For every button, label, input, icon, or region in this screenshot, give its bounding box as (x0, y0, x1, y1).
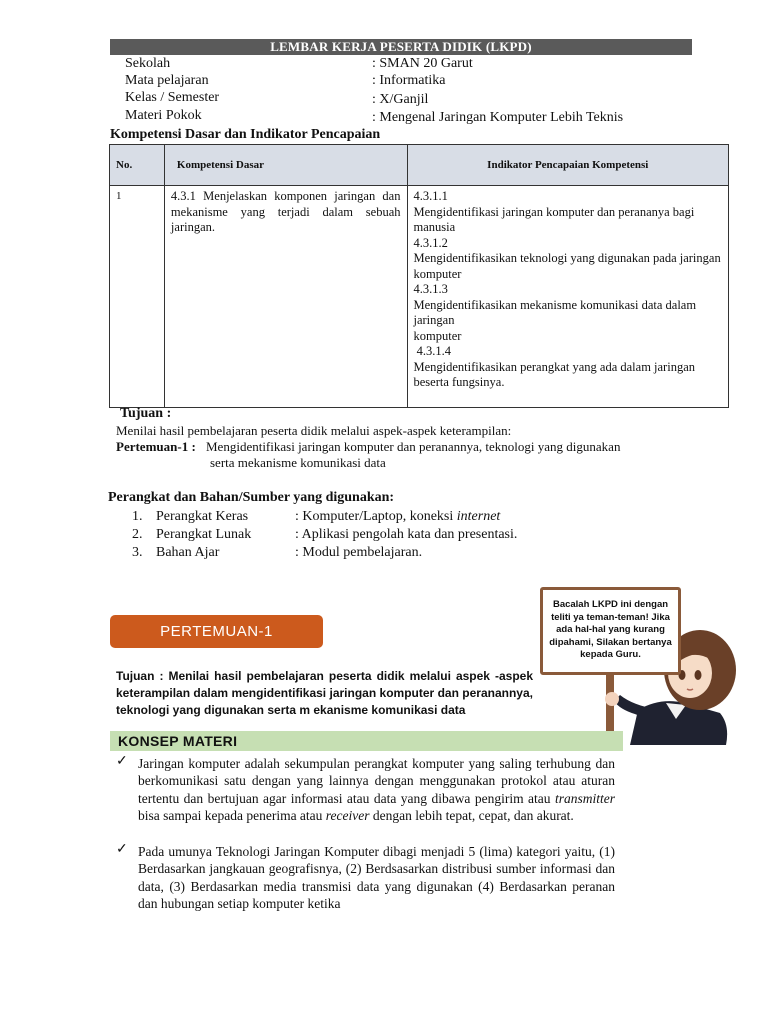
tujuan-heading: Tujuan : (120, 406, 172, 421)
indicator-line: Mengidentifikasikan teknologi yang digunakan pada jaringan komputer (413, 251, 721, 281)
resource-name: Bahan Ajar (156, 545, 220, 560)
indicator-line: Mengidentifikasi jaringan komputer dan perananya bagi manusia (413, 204, 695, 234)
hand-shape (605, 692, 619, 706)
identity-value-kelas: : X/Ganjil (372, 92, 429, 107)
perangkat-heading: Perangkat dan Bahan/Sumber yang digunakan: (108, 490, 395, 505)
table-cell-kd: 4.3.1 Menjelaskan komponen jaringan dan mekanisme yang terjadi dalam sebuah jaringan. (164, 186, 407, 408)
tujuan-text: Menilai hasil pembelajaran peserta didik melalui aspek-aspek keterampilan: (116, 423, 512, 438)
check-icon: ✓ (116, 842, 128, 857)
identity-value-mapel: : Informatika (372, 73, 446, 88)
check-icon: ✓ (116, 754, 128, 769)
identity-label-kelas: Kelas / Semester (125, 90, 220, 105)
pertemuan-tujuan-text: Tujuan : Menilai hasil pembelajaran peserta didik melalui aspek -aspek keterampilan dalam mengidentifikasi jaringan komputer dan peranannya, teknologi yang digunakan serta m ekanisme komunikasi data (116, 669, 533, 717)
document-title: LEMBAR KERJA PESERTA DIDIK (LKPD) (110, 39, 692, 55)
resource-value: : Aplikasi pengolah kata dan presentasi. (295, 527, 518, 542)
table-header-kd: Kompetensi Dasar (164, 145, 407, 186)
resource-name: Perangkat Lunak (156, 527, 252, 542)
indicator-line: 4.3.1.3 (413, 282, 448, 296)
identity-label-mapel: Mata pelajaran (125, 73, 209, 88)
kd-table (109, 144, 729, 408)
indicator-line: Mengidentifikasikan perangkat yang ada dalam jaringan beserta fungsinya. (413, 359, 695, 389)
sign-board: Bacalah LKPD ini dengan teliti ya teman-teman! Jika ada hal-hal yang kurang dipahami, Silakan bertanya kepada Guru. (540, 587, 681, 675)
identity-value-materi: : Mengenal Jaringan Komputer Lebih Teknis (372, 110, 624, 125)
table-row (110, 186, 729, 408)
indicator-line: 4.3.1.4 (413, 344, 451, 358)
identity-label-materi: Materi Pokok (125, 108, 202, 123)
konsep-heading: KONSEP MATERI (118, 733, 238, 749)
resource-number: 3. (132, 545, 143, 560)
resource-number: 1. (132, 509, 143, 524)
pertemuan1-text-continued: serta mekanisme komunikasi data (210, 455, 386, 470)
table-header-indikator: Indikator Pencapaian Kompetensi (407, 145, 729, 186)
kd-heading: Kompetensi Dasar dan Indikator Pencapaian (110, 127, 381, 142)
resource-name: Perangkat Keras (156, 509, 249, 524)
table-cell-no: 1 (110, 186, 165, 408)
konsep-paragraph-2: Pada umunya Teknologi Jaringan Komputer dibagi menjadi 5 (lima) kategori yaitu, (1) Berdasarkan jangkauan geografisnya, (2) Berdsasarkan distribusi sumber informasi dan data, (3) Berdasarkan media transmisi data yang digunakan (4) Berdasarkan peranan dan hubungan setiap komputer ketika (138, 844, 615, 911)
indicator-line: Mengidentifikasikan mekanisme komunikasi data dalam jaringan (413, 297, 697, 327)
indicator-line: 4.3.1.1 (413, 189, 448, 203)
pertemuan1-text: Mengidentifikasi jaringan komputer dan peranannya, teknologi yang digunakan (206, 439, 621, 454)
table-cell-indicators (407, 186, 729, 408)
pertemuan-banner: PERTEMUAN-1 (110, 615, 323, 648)
right-eye (695, 670, 702, 680)
pertemuan1-label: Pertemuan-1 : (116, 439, 196, 454)
table-header-no: No. (110, 145, 165, 186)
identity-value-sekolah: : SMAN 20 Garut (372, 56, 473, 71)
indicator-line: 4.3.1.2 (413, 235, 448, 250)
resource-number: 2. (132, 527, 143, 542)
identity-label-sekolah: Sekolah (125, 56, 171, 71)
indicator-line: komputer (413, 328, 462, 343)
konsep-paragraph-1: Jaringan komputer adalah sekumpulan perangkat komputer yang saling terhubung dan berkomunikasi satu dengan yang lainnya dengan menggunakan protokol atau aturan tertentu dan bertujuan agar informasi atau data yang dibawa pengirim atau transmitter bisa sampai kepada penerima atau receiver dengan lebih tepat, cepat, dan akurat. (138, 756, 615, 823)
resource-value: : Modul pembelajaran. (295, 545, 423, 560)
resource-value: : Komputer/Laptop, koneksi internet (295, 509, 501, 524)
